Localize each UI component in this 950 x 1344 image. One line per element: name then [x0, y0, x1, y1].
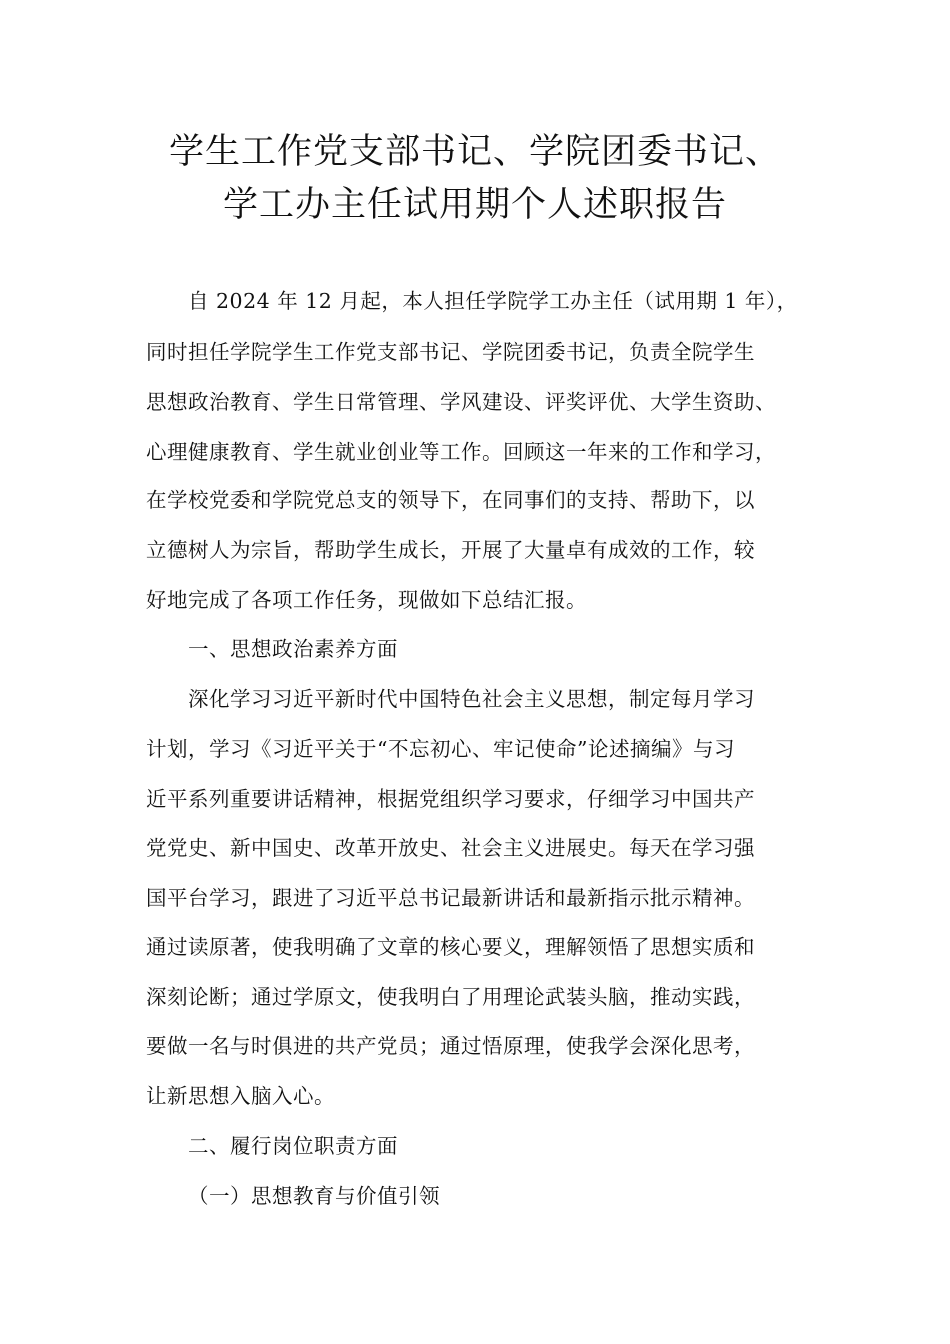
document-title-line-2: 学工办主任试用期个人述职报告 — [222, 185, 727, 225]
paragraph-2-line: 让新思想入脑入心。 — [146, 1084, 335, 1108]
subsection-heading-1: （一）思想教育与价值引领 — [188, 1184, 440, 1208]
paragraph-2-line: 计划，学习《习近平关于“不忘初心、牢记使命”论述摘编》与习 — [146, 737, 735, 761]
paragraph-1-line: 自 2024 年 12 月起，本人担任学院学工办主任（试用期 1 年）， — [188, 289, 798, 313]
paragraph-1-line: 思想政治教育、学生日常管理、学风建设、评奖评优、大学生资助、 — [146, 390, 776, 414]
paragraph-2-line: 近平系列重要讲话精神，根据党组织学习要求，仔细学习中国共产 — [146, 787, 755, 811]
paragraph-2-line: 通过读原著，使我明确了文章的核心要义，理解领悟了思想实质和 — [146, 935, 755, 959]
section-heading-1: 一、思想政治素养方面 — [188, 637, 398, 661]
paragraph-2-line: 党党史、新中国史、改革开放史、社会主义进展史。每天在学习强 — [146, 836, 755, 860]
paragraph-2-line: 国平台学习，跟进了习近平总书记最新讲话和最新指示批示精神。 — [146, 886, 755, 910]
paragraph-2-line: 要做一名与时俱进的共产党员；通过悟原理，使我学会深化思考， — [146, 1034, 755, 1058]
section-heading-2: 二、履行岗位职责方面 — [188, 1134, 398, 1158]
paragraph-1-line: 心理健康教育、学生就业创业等工作。回顾这一年来的工作和学习， — [146, 440, 776, 464]
paragraph-1-line: 在学校党委和学院党总支的领导下，在同事们的支持、帮助下，以 — [146, 488, 755, 512]
paragraph-1-line: 好地完成了各项工作任务，现做如下总结汇报。 — [146, 588, 587, 612]
paragraph-1-line: 立德树人为宗旨，帮助学生成长，开展了大量卓有成效的工作，较 — [146, 538, 755, 562]
paragraph-2-line: 深化学习习近平新时代中国特色社会主义思想，制定每月学习 — [188, 687, 755, 711]
paragraph-1-line: 同时担任学院学生工作党支部书记、学院团委书记，负责全院学生 — [146, 340, 755, 364]
paragraph-2-line: 深刻论断；通过学原文，使我明白了用理论武装头脑，推动实践， — [146, 985, 755, 1009]
document-title-line-1: 学生工作党支部书记、学院团委书记、 — [168, 132, 781, 172]
